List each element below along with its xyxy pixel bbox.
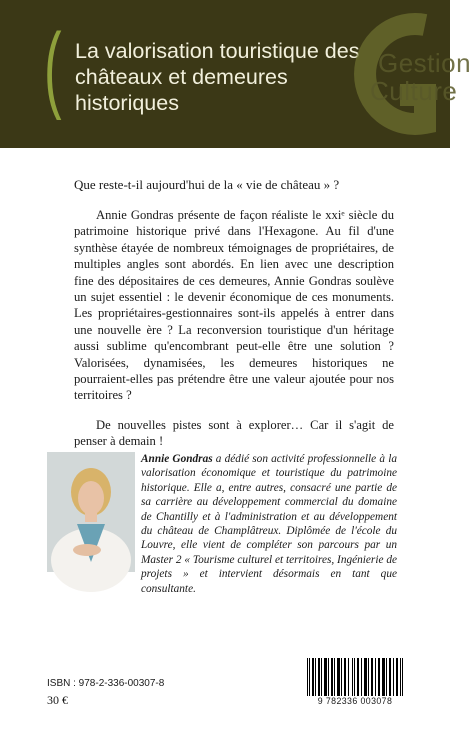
author-bio-text: a dédié son activité professionnelle à la valorisation économique et touristique du patrimoine historique. Elle a, entre autres, consacré une partie de sa carrière au développement commercial du domaine de Chantilly et à l'administration et au développement du château de Champlâtreux. Diplômée de l'école du Louvre, elle vient de compléter son parcours par un Master 2 « Tourisme culturel et territoires, Ingénierie de projets » et intervient désormais en tant que consultante. <box>141 453 397 595</box>
author-bio <box>141 452 397 596</box>
lead-question: Que reste-t-il aujourd'hui de la « vie de château » ? <box>74 177 340 192</box>
bracket-decoration: ( <box>44 14 62 121</box>
author-photo <box>47 452 135 572</box>
author-portrait-icon <box>47 452 135 572</box>
collection-logo <box>330 0 471 148</box>
barcode-number: 9 782336 003078 <box>305 696 405 706</box>
blurb <box>74 207 394 463</box>
logo-word-gestion: Gestion <box>378 48 471 78</box>
author-name: Annie Gondras <box>141 453 213 465</box>
blurb-paragraph: De nouvelles pistes sont à explorer… Car il s'agit de penser à demain ! <box>74 417 394 449</box>
price: 30 € <box>47 693 68 707</box>
blurb-paragraph: Annie Gondras présente de façon réaliste le xxiᵉ siècle du patrimoine historique privé dans l'Hexagone. Au fil d'une synthèse étayée de nombreux témoignages de propriétaires, de multiples angles sont abordés. En lien avec une description fine des dépositaires de ces demeures, Annie Gondras soulève un sujet essentiel : le devenir économique de ces monuments. Les propriétaires-gestionnaires sont-ils appelés à entrer dans une nouvelle ère ? La reconversion touristique d'un héritage aussi sublime qu'encombrant peut-elle être une solution ? Valorisées, dynamisées, les demeures historiques ne pourraient-elles pas prétendre être une valeur ajoutée pour nos territoires ? <box>74 208 394 403</box>
isbn: ISBN : 978-2-336-00307-8 <box>47 678 165 689</box>
book-title: La valorisation touristique des châteaux et demeures historiques <box>75 39 360 115</box>
logo-word-culture: Culture <box>370 76 458 106</box>
cover-header <box>0 0 471 148</box>
